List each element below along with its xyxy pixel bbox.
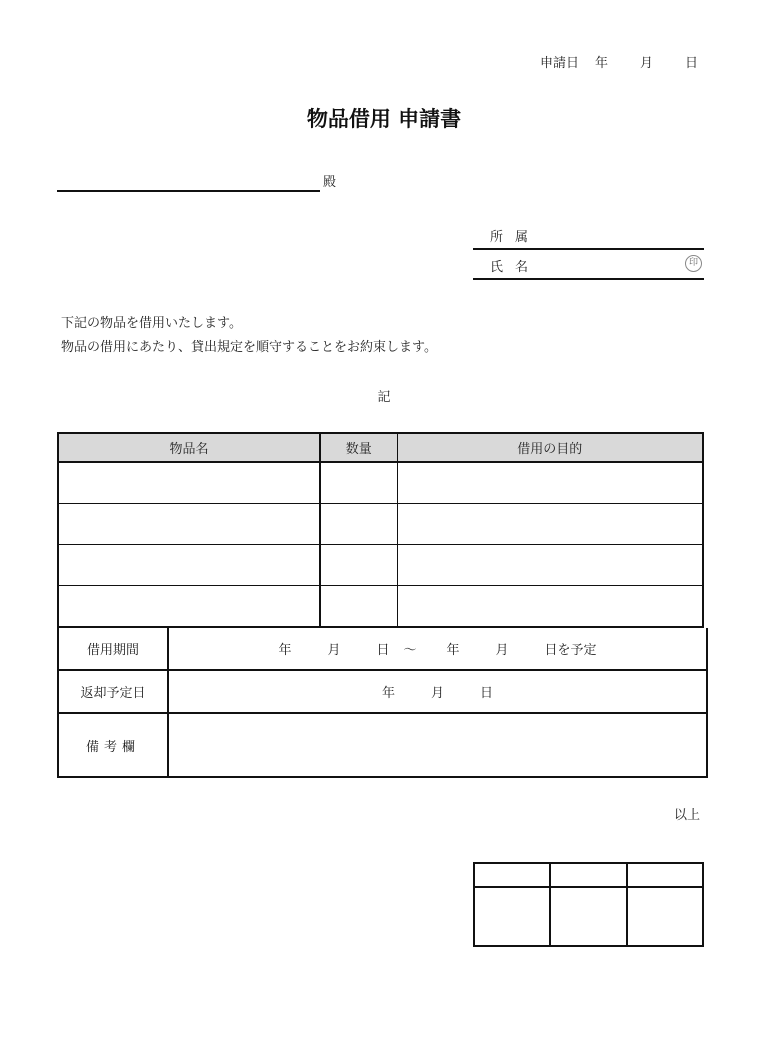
month-unit: 月: [327, 643, 341, 658]
approval-header-cell[interactable]: [550, 863, 626, 887]
items-header-row: [58, 433, 703, 462]
loan-period-label: 借用期間: [59, 628, 169, 669]
item-name-header: 物品名: [58, 433, 320, 462]
name-label: 氏名: [490, 260, 541, 275]
item-name-cell[interactable]: [58, 545, 320, 586]
table-row: [58, 462, 703, 504]
month-unit: 月: [639, 56, 653, 71]
year-unit: 年: [446, 643, 460, 658]
loan-period-field[interactable]: [169, 628, 706, 669]
loan-period-row: [59, 628, 706, 669]
table-row: [58, 504, 703, 545]
item-name-cell[interactable]: [58, 586, 320, 628]
day-unit: 日: [480, 686, 494, 701]
day-planned-suffix: 日を予定: [544, 643, 597, 658]
affiliation-label: 所属: [490, 230, 541, 245]
items-table: [57, 432, 704, 628]
table-row: [58, 586, 703, 628]
body-line-1: 下記の物品を借用いたします。: [61, 316, 242, 331]
closing-mark: 以上: [673, 808, 700, 823]
year-unit: 年: [278, 643, 292, 658]
quantity-cell[interactable]: [320, 545, 397, 586]
addressee-field[interactable]: [57, 190, 320, 192]
affiliation-field[interactable]: [473, 220, 704, 250]
year-unit: 年: [381, 686, 395, 701]
record-mark: 記: [377, 390, 391, 405]
quantity-cell[interactable]: [320, 504, 397, 545]
loan-details: [57, 628, 708, 778]
return-date-field[interactable]: [169, 671, 706, 712]
day-unit: 日: [376, 643, 390, 658]
approval-header-row: [474, 863, 703, 887]
return-date-row: [59, 669, 706, 712]
approval-stamp-cell[interactable]: [627, 887, 703, 946]
month-unit: 月: [495, 643, 509, 658]
name-field[interactable]: [473, 250, 704, 280]
purpose-cell[interactable]: [397, 586, 703, 628]
remarks-row: [59, 712, 706, 776]
addressee-suffix: 殿: [323, 175, 337, 190]
application-date: [540, 52, 698, 71]
month-unit: 月: [430, 686, 444, 701]
quantity-cell[interactable]: [320, 462, 397, 504]
approval-header-cell[interactable]: [627, 863, 703, 887]
approval-stamp-row: [474, 887, 703, 946]
year-unit: 年: [594, 56, 608, 71]
table-row: [58, 545, 703, 586]
item-name-cell[interactable]: [58, 504, 320, 545]
seal-icon: 印: [685, 255, 702, 272]
remarks-label-text: 備考欄: [85, 739, 140, 755]
remarks-field[interactable]: [169, 714, 706, 776]
applicant-block: [473, 220, 704, 280]
item-name-cell[interactable]: [58, 462, 320, 504]
body-text: [61, 312, 437, 360]
approval-stamp-table: [473, 862, 704, 947]
purpose-cell[interactable]: [397, 504, 703, 545]
approval-stamp-cell[interactable]: [474, 887, 550, 946]
range-tilde: 〜: [403, 643, 417, 658]
body-line-2: 物品の借用にあたり、貸出規定を順守することをお約束します。: [61, 340, 437, 355]
approval-stamp-cell[interactable]: [550, 887, 626, 946]
purpose-cell[interactable]: [397, 462, 703, 504]
quantity-header: 数量: [320, 433, 397, 462]
return-date-label: 返却予定日: [59, 671, 169, 712]
purpose-cell[interactable]: [397, 545, 703, 586]
purpose-header: 借用の目的: [397, 433, 703, 462]
document-title: 物品借用 申請書: [306, 107, 462, 131]
day-unit: 日: [684, 56, 698, 71]
approval-header-cell[interactable]: [474, 863, 550, 887]
quantity-cell[interactable]: [320, 586, 397, 628]
remarks-label: [59, 714, 169, 776]
application-date-label: 申請日: [539, 56, 579, 71]
